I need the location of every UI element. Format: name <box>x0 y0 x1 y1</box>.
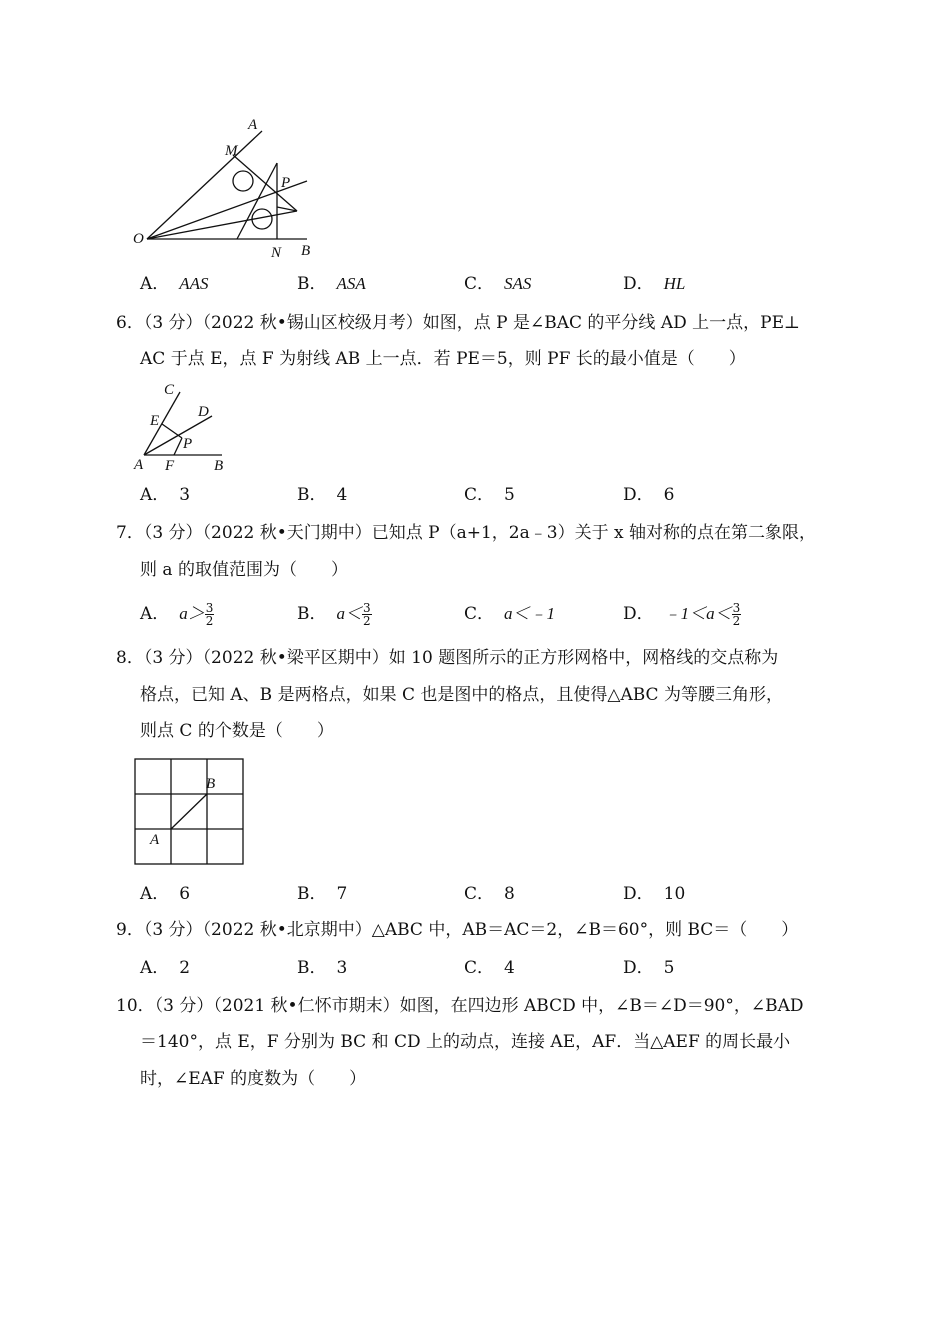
option-value: 6 <box>663 485 675 505</box>
option-value: a＜ <box>336 604 362 623</box>
fraction-numerator: 3 <box>205 601 214 615</box>
fraction <box>362 602 372 627</box>
q9-stem-line1 <box>116 919 798 941</box>
q9-number: 9． <box>116 920 144 940</box>
q5-figure <box>125 115 325 265</box>
option-value: 7 <box>336 884 348 904</box>
option-value: 5 <box>663 958 675 978</box>
option-value: a＞ <box>179 604 205 623</box>
q5-label-n: N <box>271 245 282 261</box>
q6-option-c[interactable] <box>464 483 515 507</box>
option-value: 8 <box>504 884 515 904</box>
q6-score: （3 分） <box>143 313 203 333</box>
q8-number: 8． <box>116 648 144 668</box>
fraction <box>732 602 742 627</box>
fraction-denominator: 2 <box>205 614 214 628</box>
q7-options <box>140 602 860 632</box>
q9-option-a[interactable] <box>140 956 190 980</box>
q8-option-d[interactable] <box>623 882 685 906</box>
q9-score: （3 分） <box>143 920 203 940</box>
option-label: D． <box>623 604 654 624</box>
q5-label-b: B <box>301 243 311 259</box>
option-label: A． <box>140 485 170 505</box>
q5-label-a: A <box>248 117 258 133</box>
q6-text-1: 如图，点 P 是∠BAC 的平分线 AD 上一点，PE⊥ <box>422 313 800 333</box>
q7-option-b[interactable] <box>297 602 372 627</box>
option-value: 4 <box>504 958 515 978</box>
q10-text-1: 如图，在四边形 ABCD 中，∠B＝∠D＝90°，∠BAD <box>399 996 804 1016</box>
option-value: SAS <box>504 274 532 293</box>
option-value: 3 <box>336 958 348 978</box>
q6-label-b: B <box>214 458 224 474</box>
option-label: B． <box>297 274 327 294</box>
q8-stem-line2: 格点，已知 A、B 是两格点，如果 C 也是图中的格点，且使得△ABC 为等腰三角形， <box>140 685 783 705</box>
q7-stem-line2: 则 a 的取值范围为（ ） <box>140 560 348 580</box>
q7-option-a[interactable] <box>140 602 214 627</box>
option-value: HL <box>663 274 686 293</box>
option-value: AAS <box>179 274 209 293</box>
q7-option-d[interactable] <box>623 602 741 627</box>
q6-label-c: C <box>164 382 175 398</box>
q6-figure <box>130 378 240 474</box>
q5-label-p: P <box>281 175 291 191</box>
q5-option-d[interactable] <box>623 272 685 296</box>
q5-options <box>140 272 860 296</box>
option-label: B． <box>297 884 327 904</box>
q8-stem-line3: 则点 C 的个数是（ ） <box>140 721 334 741</box>
q7-number: 7． <box>116 523 144 543</box>
fraction-denominator: 2 <box>732 614 741 628</box>
option-value: ﹣1＜a＜ <box>663 604 732 623</box>
q10-score: （3 分） <box>154 996 214 1016</box>
option-value: 3 <box>179 485 191 505</box>
q10-stem-line3: 时，∠EAF 的度数为（ ） <box>140 1069 367 1089</box>
q6-stem-line1 <box>116 312 800 334</box>
option-label: C． <box>464 604 495 624</box>
q5-label-m: M <box>225 143 238 159</box>
option-value: 10 <box>663 884 686 904</box>
q7-source: （2022 秋•天门期中） <box>202 523 372 543</box>
q8-option-c[interactable] <box>464 882 515 906</box>
fraction-numerator: 3 <box>732 601 741 615</box>
fraction <box>205 602 215 627</box>
q8-option-b[interactable] <box>297 882 347 906</box>
option-label: B． <box>297 958 327 978</box>
q6-stem-line2: AC 于点 E，点 F 为射线 AB 上一点．若 PE＝5，则 PF 长的最小值是（ ） <box>140 349 746 369</box>
q8-option-a[interactable] <box>140 882 190 906</box>
option-value: 5 <box>504 485 515 505</box>
q10-stem-line2: ＝140°，点 E，F 分别为 BC 和 CD 上的动点，连接 AE，AF．当△AEF 的周长最小 <box>140 1032 791 1052</box>
option-label: A． <box>140 958 170 978</box>
q9-source: （2022 秋•北京期中） <box>202 920 372 940</box>
q9-text-1: △ABC 中，AB＝AC＝2，∠B＝60°，则 BC＝（ ） <box>371 920 799 940</box>
q6-label-p: P <box>183 436 193 452</box>
q9-options <box>140 956 860 980</box>
option-label: C． <box>464 485 495 505</box>
q8-text-1: 如 10 题图所示的正方形网格中，网格线的交点称为 <box>388 648 779 668</box>
option-label: C． <box>464 884 495 904</box>
option-value: 6 <box>179 884 191 904</box>
option-label: D． <box>623 884 654 904</box>
q6-number: 6． <box>116 313 144 333</box>
option-label: D． <box>623 274 654 294</box>
q6-option-a[interactable] <box>140 483 190 507</box>
q9-option-c[interactable] <box>464 956 515 980</box>
q6-options <box>140 483 860 507</box>
q6-option-b[interactable] <box>297 483 347 507</box>
q10-number: 10． <box>116 996 155 1016</box>
q8-score: （3 分） <box>143 648 203 668</box>
option-label: D． <box>623 958 654 978</box>
q7-text-1: 已知点 P（a+1，2a﹣3）关于 x 轴对称的点在第二象限， <box>371 523 816 543</box>
q9-option-b[interactable] <box>297 956 347 980</box>
q6-label-d: D <box>198 404 209 420</box>
option-label: B． <box>297 604 327 624</box>
q8-label-a: A <box>150 832 160 848</box>
q5-option-c[interactable] <box>464 272 531 296</box>
q8-source: （2022 秋•梁平区期中） <box>202 648 389 668</box>
option-label: A． <box>140 274 170 294</box>
q7-score: （3 分） <box>143 523 203 543</box>
q8-stem-line1 <box>116 647 778 669</box>
option-label: C． <box>464 274 495 294</box>
q6-source: （2022 秋•锡山区校级月考） <box>202 313 423 333</box>
option-value: a＜﹣1 <box>504 604 556 623</box>
fraction-numerator: 3 <box>363 601 371 615</box>
q10-stem-line1 <box>116 995 804 1017</box>
q7-stem-line1 <box>116 522 816 544</box>
option-label: A． <box>140 884 170 904</box>
q8-options <box>140 882 860 906</box>
q5-option-b[interactable] <box>297 272 366 296</box>
option-label: D． <box>623 485 654 505</box>
q6-label-a: A <box>134 457 144 473</box>
q7-option-c[interactable] <box>464 602 555 626</box>
q6-option-d[interactable] <box>623 483 674 507</box>
option-label: A． <box>140 604 170 624</box>
option-value: ASA <box>336 274 366 293</box>
q6-label-f: F <box>165 458 175 474</box>
q6-label-e: E <box>150 413 160 429</box>
fraction-denominator: 2 <box>363 614 371 628</box>
q9-option-d[interactable] <box>623 956 674 980</box>
q5-label-o: O <box>133 231 144 247</box>
option-label: C． <box>464 958 495 978</box>
q10-source: （2021 秋•仁怀市期末） <box>213 996 400 1016</box>
q8-grid-figure <box>132 756 246 868</box>
option-value: 4 <box>336 485 348 505</box>
option-value: 2 <box>179 958 191 978</box>
q5-option-a[interactable] <box>140 272 209 296</box>
option-label: B． <box>297 485 327 505</box>
q8-label-b: B <box>206 776 216 792</box>
